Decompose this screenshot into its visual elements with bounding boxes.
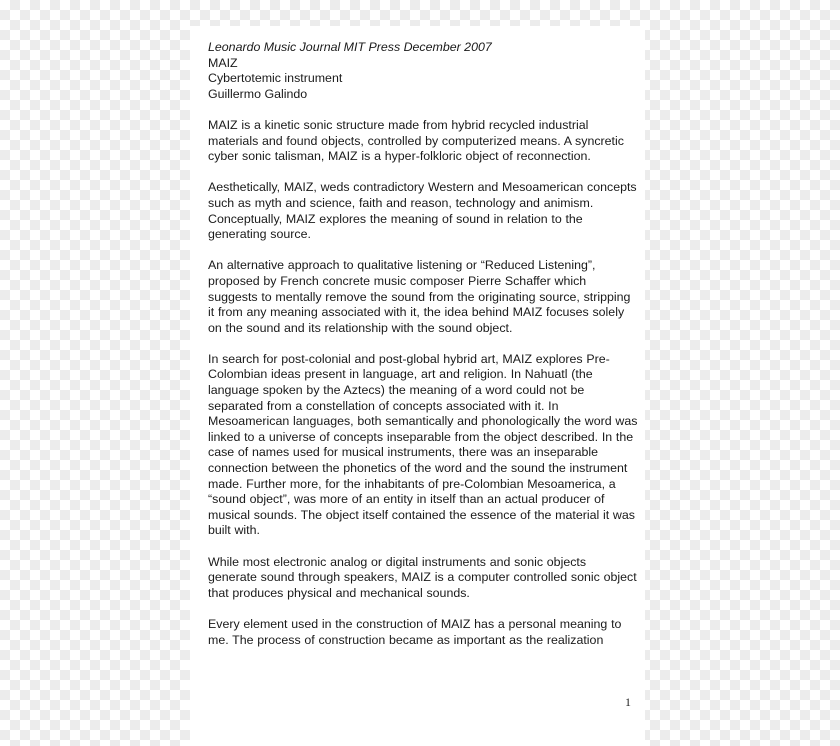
page-content [208, 40, 638, 664]
document-subtitle: Cybertotemic instrument [208, 71, 343, 86]
paragraph-electronic-instruments: While most electronic analog or digital instruments and sonic objects generate sound through speakers, MAIZ is a computer controlled sonic object that produces physical and mechanical sounds. [208, 554, 637, 600]
page-number: 1 [625, 695, 631, 709]
paragraph-reduced-listening: An alternative approach to qualitative listening or “Reduced Listening”, proposed by French concrete music composer Pierre Schaffer which suggests to mentally remove the sound from the originating source, stripping it from any meaning associated with it, the idea behind MAIZ focuses solely on the sound and its relationship with the sound object. [208, 258, 631, 335]
document-page [190, 26, 645, 746]
paragraph-pre-colombian: In search for post-colonial and post-global hybrid art, MAIZ explores Pre-Colombian ideas present in language, art and religion. In Nahuatl (the language spoken by the Aztecs) the meaning of a word could not be separated from a constellation of concepts associated with it. In Mesoamerican languages, both semantically and phonologically the word was linked to a universe of concepts inseparable from the object described. In the case of names used for musical instruments, there was an inseparable connection between the phonetics of the word and the sound the instrument made. Further more, for the inhabitants of pre-Colombian Mesoamerica, a “sound object”, was more of an entity in itself than an actual producer of musical sounds. The object itself contained the essence of the material it was built with. [208, 351, 638, 538]
journal-line: Leonardo Music Journal MIT Press December 2007 [208, 40, 492, 54]
document-author: Guillermo Galindo [208, 86, 308, 101]
document-title: MAIZ [208, 55, 238, 70]
document-header [208, 40, 638, 102]
paragraph-intro: MAIZ is a kinetic sonic structure made from hybrid recycled industrial materials and found objects, controlled by computerized means. A syncretic cyber sonic talisman, MAIZ is a hyper-folkloric object of reconnection. [208, 117, 624, 164]
paragraph-construction: Every element used in the construction of MAIZ has a personal meaning to me. The process of construction became as important as the realization [208, 616, 622, 647]
paragraph-aesthetics: Aesthetically, MAIZ, weds contradictory Western and Mesoamerican concepts such as myth and science, faith and reason, technology and animism. Conceptually, MAIZ explores the meaning of sound in relation to the generating source. [208, 180, 637, 242]
